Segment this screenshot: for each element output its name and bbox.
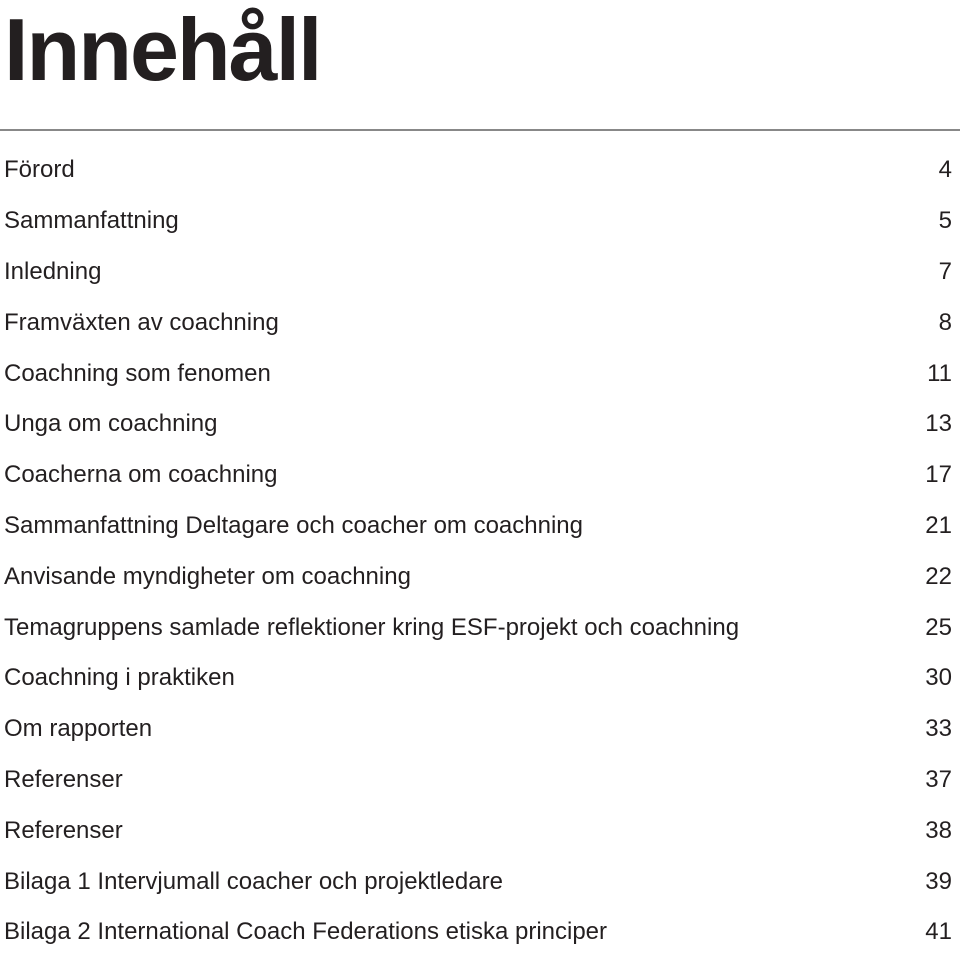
- toc-entry[interactable]: [0, 907, 960, 958]
- toc-entry[interactable]: [0, 755, 960, 806]
- toc-entry-page-number: 4: [938, 156, 952, 184]
- toc-entry-label: Coacherna om coachning: [4, 461, 278, 489]
- toc-entry[interactable]: [0, 856, 960, 907]
- toc-entry-page-number: 13: [925, 410, 952, 438]
- toc-entry-label: Bilaga 2 International Coach Federations etiska principer: [4, 918, 608, 946]
- toc-entry[interactable]: [0, 653, 960, 704]
- toc-entry[interactable]: [0, 399, 960, 450]
- title-divider: [0, 129, 960, 131]
- toc-entry-page-number: 5: [938, 207, 952, 235]
- toc-entry-label: Förord: [4, 156, 75, 184]
- toc-entry-page-number: 8: [938, 308, 952, 336]
- toc-entry[interactable]: [0, 145, 960, 196]
- toc-entry-label: Inledning: [4, 257, 102, 285]
- toc-entry-label: Referenser: [4, 816, 123, 844]
- toc-entry-page-number: 41: [925, 918, 952, 946]
- toc-entry-label: Anvisande myndigheter om coachning: [4, 562, 411, 590]
- toc-entry-page-number: 22: [925, 562, 952, 590]
- toc-entry[interactable]: [0, 704, 960, 755]
- toc-entry[interactable]: [0, 551, 960, 602]
- toc-entry-page-number: 21: [925, 511, 952, 539]
- toc-entry[interactable]: [0, 450, 960, 501]
- toc-entry-page-number: 25: [925, 613, 952, 641]
- toc-entry-page-number: 33: [925, 715, 952, 743]
- page-title: Innehåll: [4, 0, 321, 99]
- toc-entry-label: Framväxten av coachning: [4, 308, 279, 336]
- toc-entry-page-number: 17: [925, 461, 952, 489]
- toc-entry[interactable]: [0, 805, 960, 856]
- toc-entry-page-number: 39: [925, 867, 952, 895]
- toc-entry-page-number: 11: [927, 359, 952, 387]
- table-of-contents: [0, 145, 960, 958]
- toc-entry[interactable]: [0, 297, 960, 348]
- toc-entry-label: Coachning i praktiken: [4, 664, 235, 692]
- toc-entry-label: Temagruppens samlade reflektioner kring ESF-projekt och coachning: [4, 613, 740, 641]
- toc-entry-label: Om rapporten: [4, 715, 153, 743]
- toc-entry-page-number: 7: [938, 257, 952, 285]
- toc-entry[interactable]: [0, 196, 960, 247]
- toc-entry-label: Bilaga 1 Intervjumall coacher och projektledare: [4, 867, 503, 895]
- toc-entry-page-number: 38: [925, 816, 952, 844]
- toc-entry[interactable]: [0, 602, 960, 653]
- toc-entry[interactable]: [0, 501, 960, 552]
- toc-entry[interactable]: [0, 348, 960, 399]
- toc-entry-label: Sammanfattning: [4, 207, 179, 235]
- toc-entry-label: Sammanfattning Deltagare och coacher om coachning: [4, 511, 583, 539]
- toc-entry-label: Referenser: [4, 765, 123, 793]
- toc-entry-label: Coachning som fenomen: [4, 359, 271, 387]
- toc-entry[interactable]: [0, 247, 960, 298]
- toc-entry-page-number: 37: [925, 765, 952, 793]
- toc-entry-page-number: 30: [925, 664, 952, 692]
- toc-entry-label: Unga om coachning: [4, 410, 218, 438]
